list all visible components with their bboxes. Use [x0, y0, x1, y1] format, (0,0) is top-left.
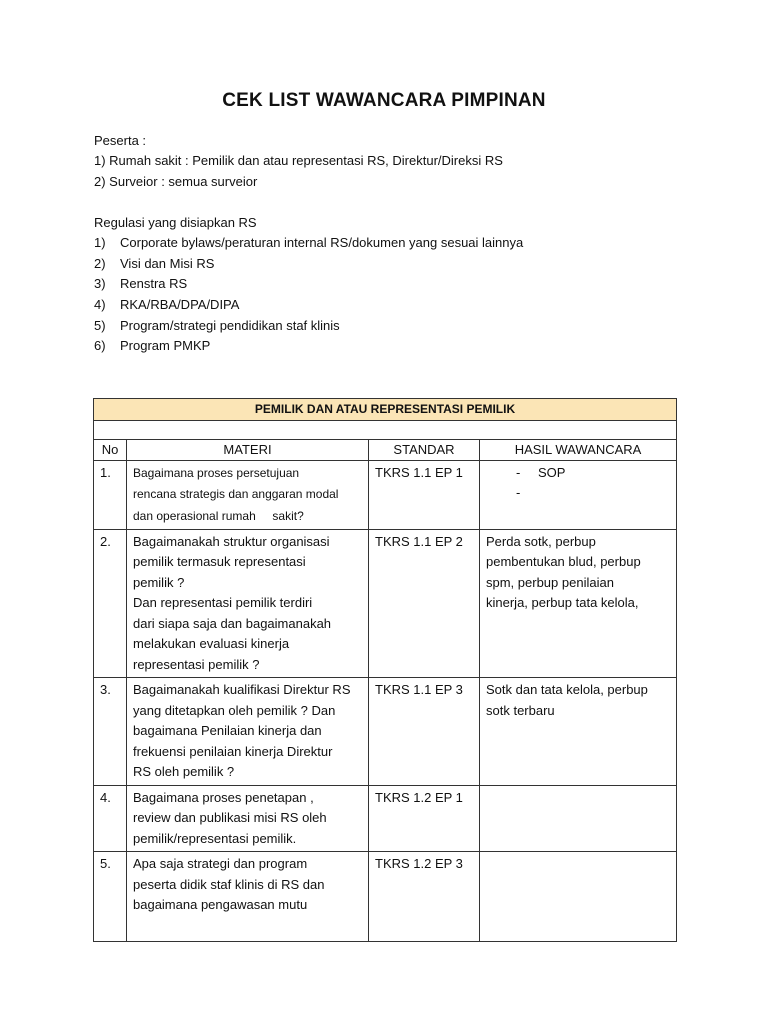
hasil-list	[486, 463, 670, 503]
standar-cell: TKRS 1.2 EP 3	[369, 852, 480, 942]
peserta-item: 2) Surveior : semua surveior	[94, 174, 258, 189]
materi-cell	[127, 529, 369, 678]
regulasi-item-text: Program/strategi pendidikan staf klinis	[120, 318, 340, 333]
peserta-heading: Peserta :	[94, 133, 147, 148]
hasil-cell	[480, 678, 677, 786]
materi-line: review dan publikasi misi RS oleh	[133, 810, 327, 825]
materi-line: frekuensi penilaian kinerja Direktur	[133, 743, 333, 759]
regulasi-item	[94, 276, 187, 291]
materi-line: representasi pemilik ?	[133, 656, 260, 672]
regulasi-item	[94, 297, 239, 312]
materi-line: melakukan evaluasi kinerja	[133, 636, 290, 651]
hasil-list-item	[538, 483, 670, 503]
table-row	[94, 529, 677, 678]
header-row	[94, 439, 677, 461]
materi-cell	[127, 461, 369, 530]
regulasi-item	[94, 318, 340, 333]
hasil-line: kinerja, perbup tata kelola,	[486, 595, 639, 610]
materi-line: dan operasional rumah sakit?	[133, 509, 304, 523]
table-row	[94, 785, 677, 852]
regulasi-heading: Regulasi yang disiapkan RS	[94, 215, 257, 230]
header-hasil: HASIL WAWANCARA	[480, 439, 677, 461]
row-number: 3.	[94, 678, 127, 786]
table-row	[94, 461, 677, 530]
standar-cell: TKRS 1.1 EP 2	[369, 529, 480, 678]
regulasi-item-text: Renstra RS	[120, 276, 188, 291]
regulasi-item	[94, 235, 523, 250]
regulasi-item-number: 4)	[94, 297, 106, 312]
materi-line: Bagaimana proses persetujuan	[133, 466, 300, 480]
hasil-line: pembentukan blud, perbup	[486, 554, 641, 569]
row-number: 2.	[94, 529, 127, 678]
hasil-line: sotk terbaru	[486, 702, 555, 718]
regulasi-item-number: 2)	[94, 256, 106, 271]
peserta-item: 1) Rumah sakit : Pemilik dan atau representasi RS, Direktur/Direksi RS	[94, 153, 503, 168]
header-materi: MATERI	[127, 439, 369, 461]
materi-line: Bagaimanakah struktur organisasi	[133, 533, 330, 549]
header-standar: STANDAR	[369, 439, 480, 461]
row-number: 4.	[94, 785, 127, 852]
regulasi-item-text: Visi dan Misi RS	[120, 256, 215, 271]
table-row	[94, 852, 677, 942]
hasil-line: spm, perbup penilaian	[486, 574, 614, 590]
hasil-cell	[480, 529, 677, 678]
materi-line: bagaimana Penilaian kinerja dan	[133, 723, 322, 738]
materi-line: dari siapa saja dan bagaimanakah	[133, 615, 332, 631]
materi-line: pemilik ?	[133, 574, 185, 590]
hasil-list-item: - SOP	[538, 463, 670, 483]
regulasi-item-text: RKA/RBA/DPA/DIPA	[120, 297, 240, 312]
materi-line: pemilik/representasi pemilik.	[133, 830, 297, 846]
hasil-line: Perda sotk, perbup	[486, 533, 596, 549]
materi-line: rencana strategis dan anggaran modal	[133, 486, 339, 501]
document-title: CEK LIST WAWANCARA PIMPINAN	[222, 90, 546, 111]
regulasi-item-number: 3)	[94, 276, 106, 291]
regulasi-item-number: 1)	[94, 235, 106, 250]
header-no: No	[94, 439, 127, 461]
materi-line: pemilik termasuk representasi	[133, 554, 306, 569]
standar-cell: TKRS 1.2 EP 1	[369, 785, 480, 852]
table-row	[94, 678, 677, 786]
hasil-line: Sotk dan tata kelola, perbup	[486, 682, 648, 697]
materi-cell	[127, 678, 369, 786]
blank-cell	[94, 420, 677, 439]
materi-line: yang ditetapkan oleh pemilik ? Dan	[133, 702, 336, 718]
standar-cell: TKRS 1.1 EP 3	[369, 678, 480, 786]
materi-cell	[127, 785, 369, 852]
materi-line: bagaimana pengawasan mutu	[133, 897, 308, 912]
materi-cell	[127, 852, 369, 942]
materi-line: Bagaimana proses penetapan ,	[133, 789, 314, 805]
regulasi-item	[94, 338, 210, 353]
hasil-cell	[480, 852, 677, 942]
regulasi-item-number: 6)	[94, 338, 106, 353]
regulasi-item	[94, 256, 214, 271]
regulasi-item-number: 5)	[94, 318, 106, 333]
materi-line: RS oleh pemilik ?	[133, 764, 235, 779]
materi-line: Dan representasi pemilik terdiri	[133, 595, 313, 610]
standar-cell: TKRS 1.1 EP 1	[369, 461, 480, 530]
materi-line: peserta didik staf klinis di RS dan	[133, 876, 325, 892]
section-title-row	[94, 399, 677, 421]
materi-line: Apa saja strategi dan program	[133, 856, 308, 871]
section-title: PEMILIK DAN ATAU REPRESENTASI PEMILIK	[94, 399, 677, 421]
regulasi-item-text: Program PMKP	[120, 338, 211, 353]
blank-row	[94, 420, 677, 439]
hasil-cell	[480, 461, 677, 530]
materi-line: Bagaimanakah kualifikasi Direktur RS	[133, 682, 351, 697]
regulasi-item-text: Corporate bylaws/peraturan internal RS/dokumen yang sesuai lainnya	[120, 235, 524, 250]
wawancara-table	[93, 398, 677, 942]
row-number: 5.	[94, 852, 127, 942]
hasil-cell	[480, 785, 677, 852]
row-number: 1.	[94, 461, 127, 530]
